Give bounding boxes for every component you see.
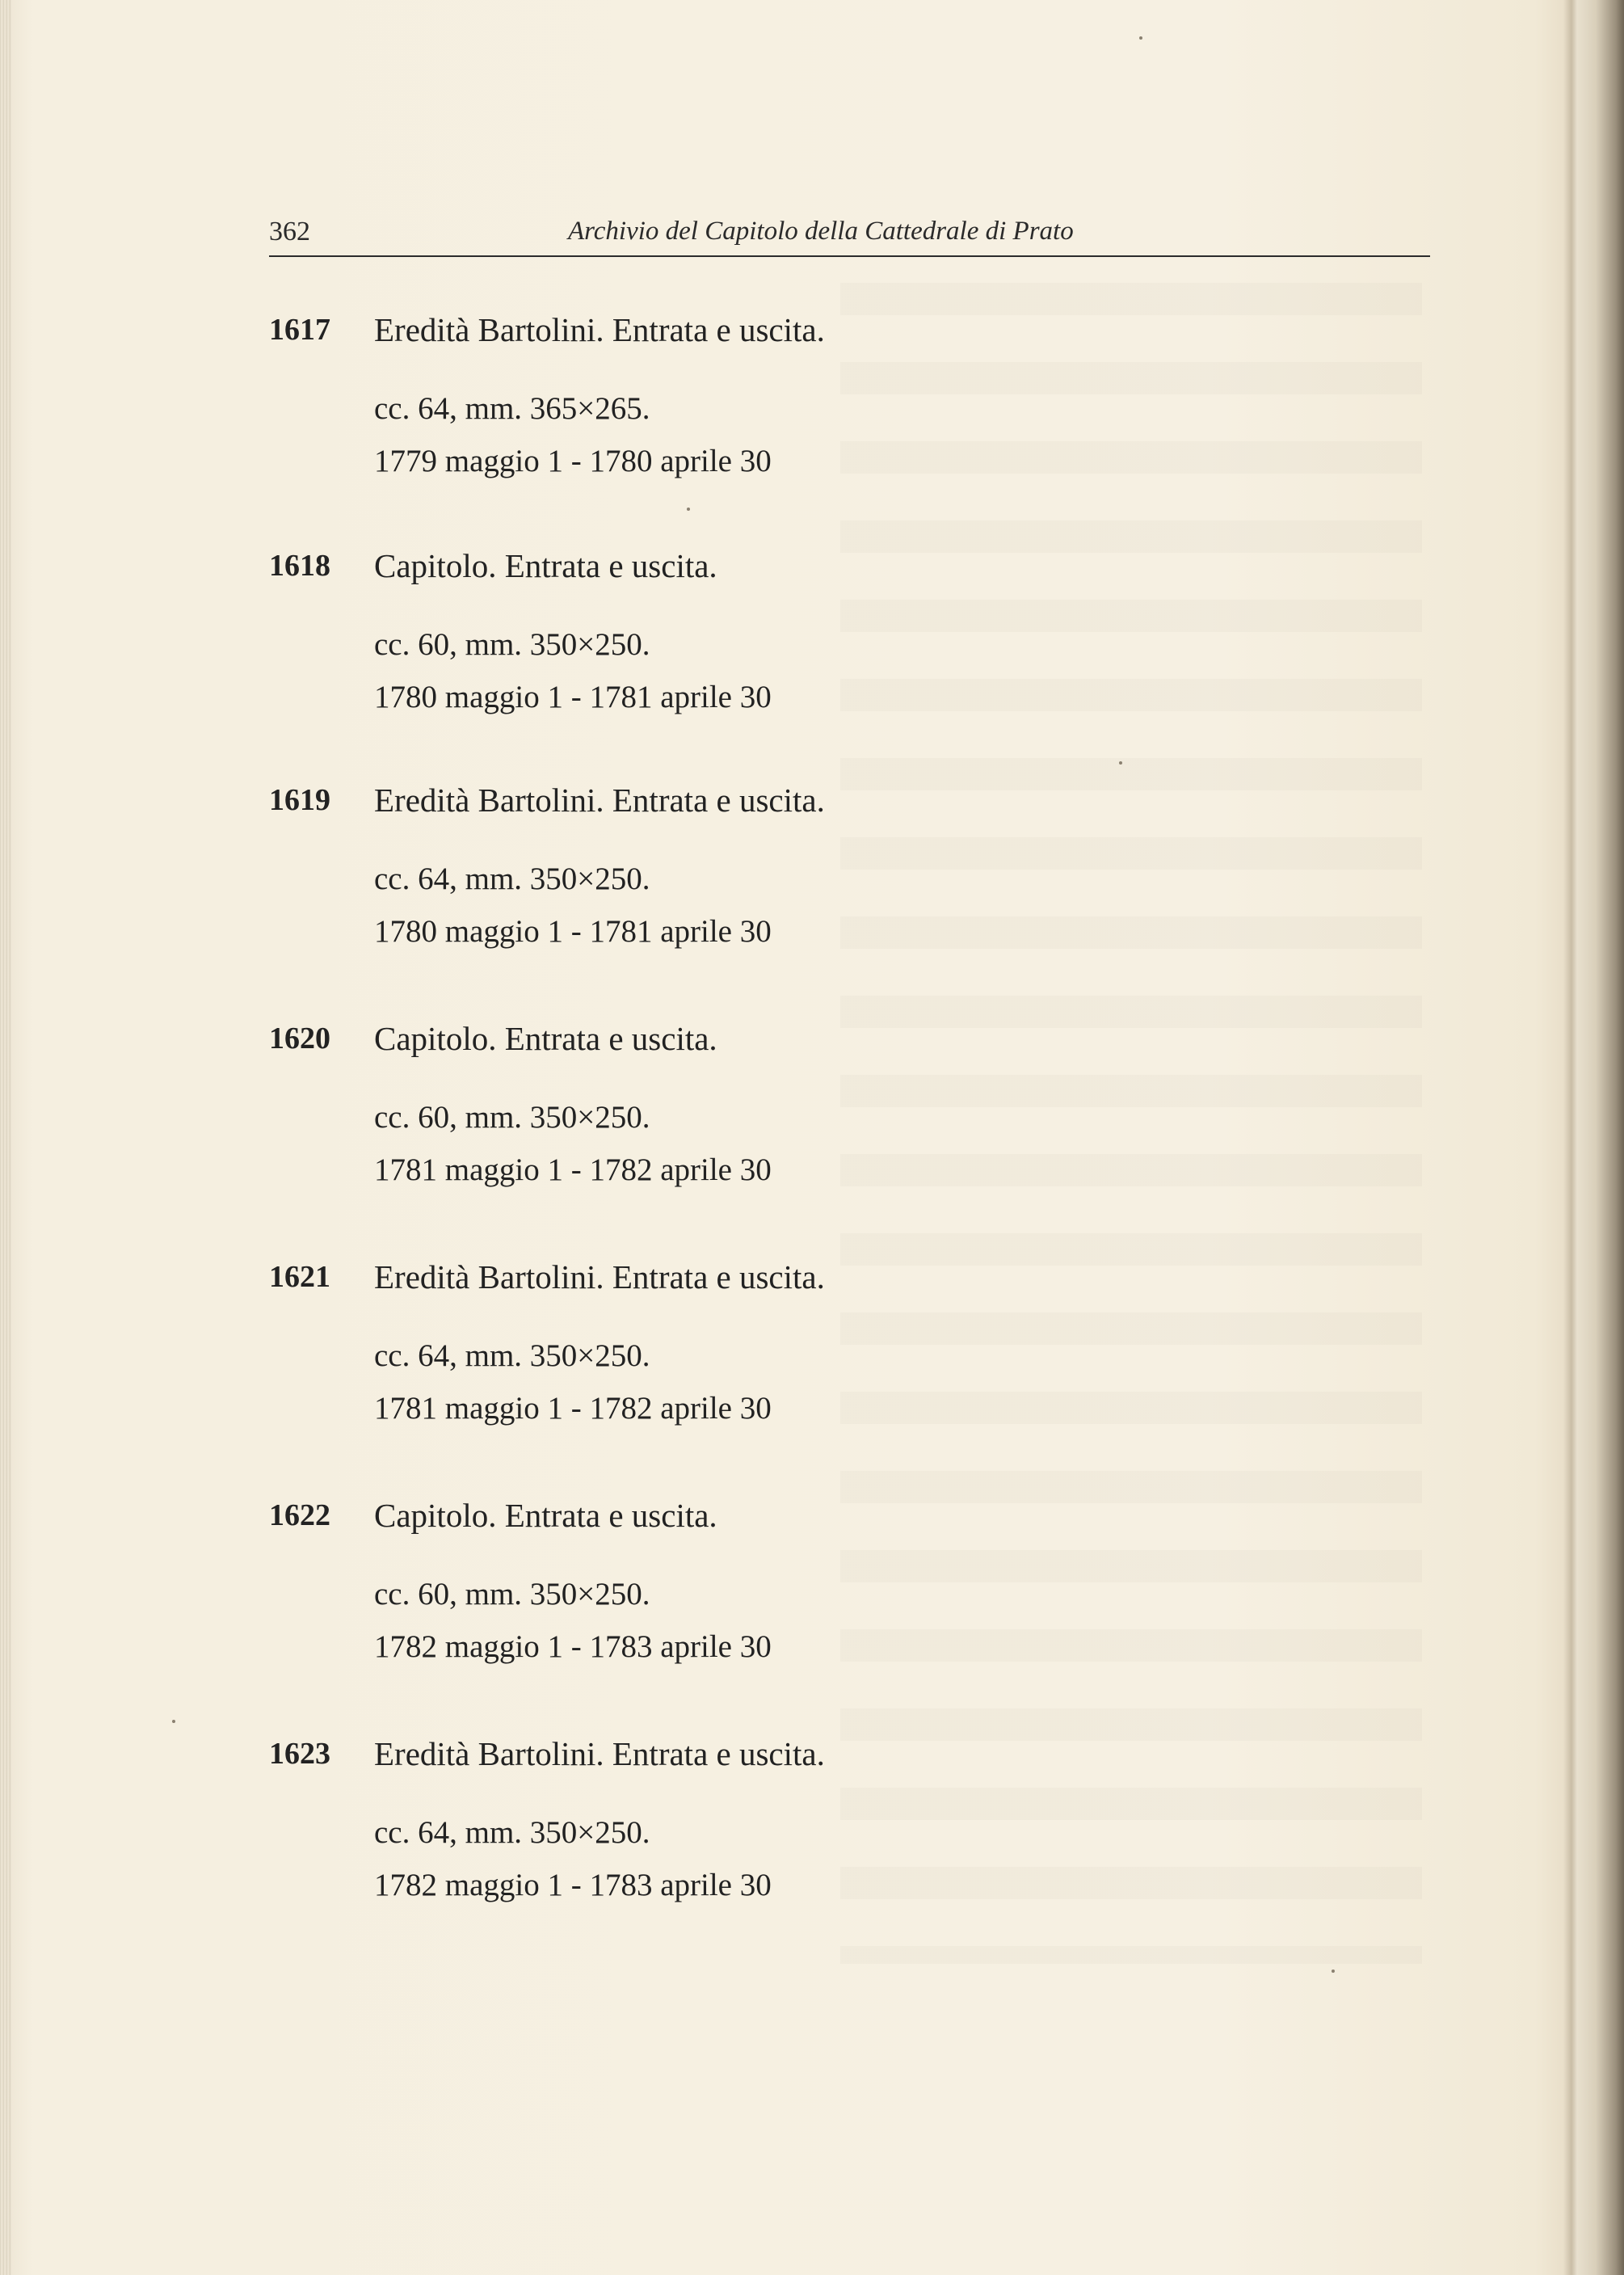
entry-date-range: 1779 maggio 1 - 1780 aprile 30 <box>374 444 772 478</box>
paper-speck <box>172 1720 175 1723</box>
entry-title: Capitolo. Entrata e uscita. <box>374 547 717 584</box>
entry-number: 1621 <box>269 1260 330 1294</box>
entry-physical-description: cc. 64, mm. 350×250. <box>374 1815 650 1850</box>
entry-physical-description: cc. 60, mm. 350×250. <box>374 1577 650 1611</box>
entry-number: 1620 <box>269 1022 330 1055</box>
entry-title: Capitolo. Entrata e uscita. <box>374 1497 717 1534</box>
paper-speck <box>1139 36 1142 40</box>
entry-title: Eredità Bartolini. Entrata e uscita. <box>374 1258 825 1295</box>
entry-title: Eredità Bartolini. Entrata e uscita. <box>374 311 825 348</box>
entry-date-range: 1782 maggio 1 - 1783 aprile 30 <box>374 1629 772 1664</box>
entry-date-range: 1781 maggio 1 - 1782 aprile 30 <box>374 1152 772 1187</box>
running-title: Archivio del Capitolo della Cattedrale di Prato <box>568 217 1074 246</box>
entry-physical-description: cc. 60, mm. 350×250. <box>374 1100 650 1135</box>
entry-physical-description: cc. 60, mm. 350×250. <box>374 627 650 662</box>
entry-number: 1622 <box>269 1498 330 1532</box>
entry-title: Eredità Bartolini. Entrata e uscita. <box>374 1735 825 1772</box>
entry-date-range: 1780 maggio 1 - 1781 aprile 30 <box>374 680 772 714</box>
page-edge <box>0 0 11 2275</box>
entry-number: 1623 <box>269 1737 330 1771</box>
entry-number: 1619 <box>269 783 330 817</box>
entry-date-range: 1780 maggio 1 - 1781 aprile 30 <box>374 914 772 949</box>
entry-title: Eredità Bartolini. Entrata e uscita. <box>374 782 825 819</box>
paper-speck <box>1332 1970 1335 1973</box>
entry-date-range: 1782 maggio 1 - 1783 aprile 30 <box>374 1868 772 1902</box>
paper-speck <box>1119 761 1122 765</box>
entry-physical-description: cc. 64, mm. 350×250. <box>374 862 650 896</box>
entry-physical-description: cc. 64, mm. 350×250. <box>374 1338 650 1373</box>
page-header <box>269 210 1430 257</box>
entry-physical-description: cc. 64, mm. 365×265. <box>374 391 650 426</box>
entry-number: 1617 <box>269 313 330 347</box>
entry-title: Capitolo. Entrata e uscita. <box>374 1020 717 1057</box>
paper-speck <box>687 508 690 511</box>
page-number: 362 <box>269 217 310 246</box>
entry-date-range: 1781 maggio 1 - 1782 aprile 30 <box>374 1391 772 1426</box>
bleed-through-shadow <box>840 283 1422 1964</box>
entry-number: 1618 <box>269 549 330 583</box>
